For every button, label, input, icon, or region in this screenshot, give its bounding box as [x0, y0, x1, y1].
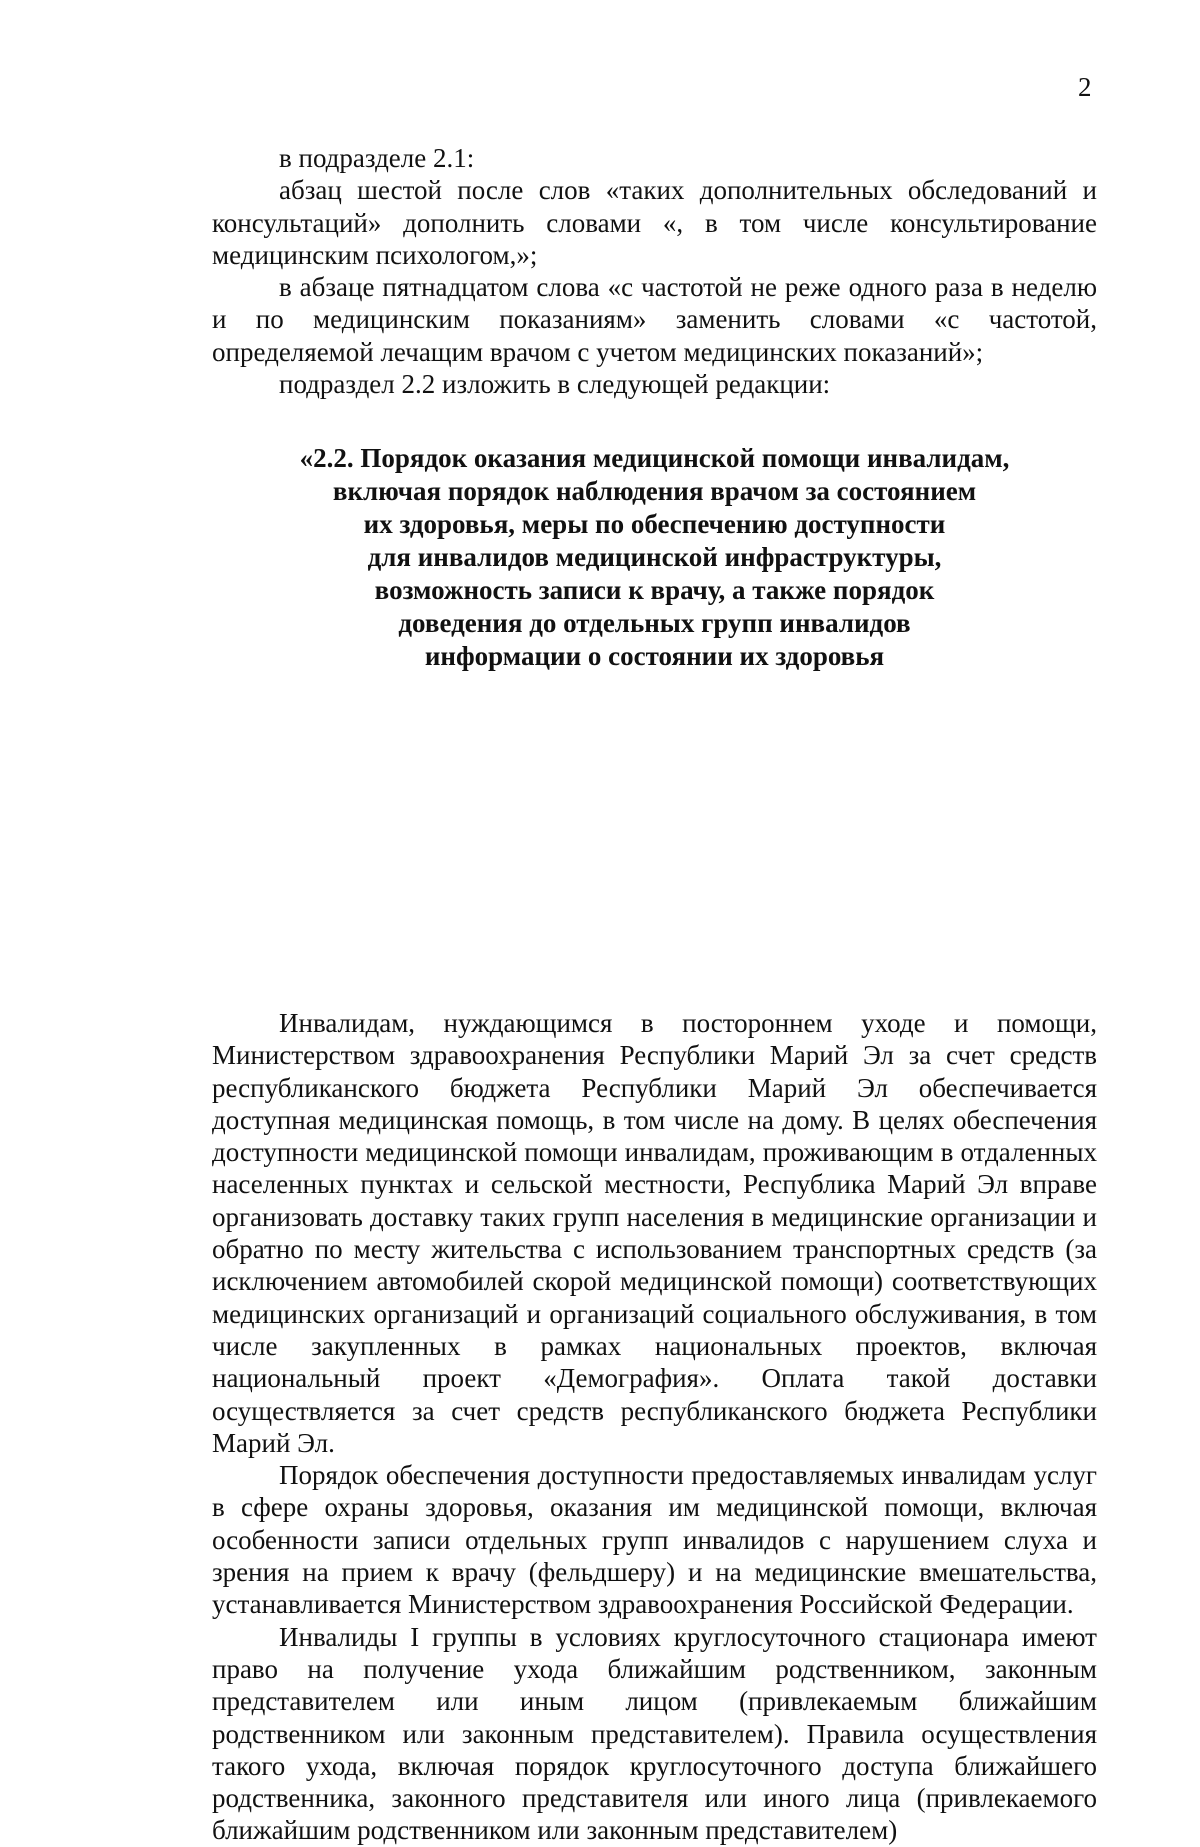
- intro-paragraph: подраздел 2.2 изложить в следующей редакции:: [279, 369, 831, 400]
- body-paragraph: Инвалидам, нуждающимся в постороннем уходе и помощи, Министерством здравоохранения Республики Марий Эл за счет средств республиканского бюджета Республики Марий Эл обеспечивается доступная медицинская помощь, в том числе на дому. В целях обеспечения доступности медицинской помощи инвалидам, проживающим в отдаленных населенных пунктах и сельской местности, Республика Марий Эл вправе организовать доставку таких групп населения в медицинские организации и обратно по месту жительства с использованием транспортных средств (за исключением автомобилей скорой медицинской помощи) соответствующих медицинских организаций и организаций социального обслуживания, в том числе закупленных в рамках национальных проектов, включая национальный проект «Демография». Оплата такой доставки осуществляется за счет средств республиканского бюджета Республики Марий Эл.: [212, 1008, 1097, 1458]
- section-heading-line: информации о состоянии их здоровья: [424, 641, 885, 671]
- body-text-block: [212, 1007, 1097, 1847]
- intro-text-block: [212, 142, 1097, 400]
- section-heading-line: для инвалидов медицинской инфраструктуры,: [367, 542, 942, 572]
- intro-paragraph: в абзаце пятнадцатом слова «с частотой не реже одного раза в неделю и по медицинским показаниям» заменить словами «с частотой, определяемой лечащим врачом с учетом медицинских показаний»;: [212, 272, 1097, 367]
- body-paragraph: Порядок обеспечения доступности предоставляемых инвалидам услуг в сфере охраны здоровья, оказания им медицинской помощи, включая особенности записи отдельных групп инвалидов с нарушением слуха и зрения на прием к врачу (фельдшеру) и на медицинские вмешательства, устанавливается Министерством здравоохранения Российской Федерации.: [212, 1460, 1097, 1620]
- section-heading-line: доведения до отдельных групп инвалидов: [398, 608, 911, 638]
- section-heading-line: их здоровья, меры по обеспечению доступности: [363, 509, 946, 539]
- intro-paragraph: в подразделе 2.1:: [279, 143, 475, 173]
- section-heading-line: включая порядок наблюдения врачом за состоянием: [332, 476, 977, 506]
- body-paragraph: Инвалиды I группы в условиях круглосуточного стационара имеют право на получение ухода ближайшим родственником, законным представителем или иным лицом (привлекаемым ближайшим родственником или законным представителем). Правила осуществления такого ухода, включая порядок круглосуточного доступа ближайшего родственника, законного представителя или иного лица (привлекаемого ближайшим родственником или законным представителем): [212, 1621, 1097, 1846]
- page-number: 2: [1078, 72, 1092, 102]
- section-heading-line: «2.2. Порядок оказания медицинской помощи инвалидам,: [299, 443, 1010, 473]
- section-heading: [212, 442, 1097, 673]
- intro-paragraph: абзац шестой после слов «таких дополнительных обследований и консультаций» дополнить словами «, в том числе консультирование медицинским психологом,»;: [212, 175, 1097, 270]
- section-heading-line: возможность записи к врачу, а также порядок: [374, 575, 935, 605]
